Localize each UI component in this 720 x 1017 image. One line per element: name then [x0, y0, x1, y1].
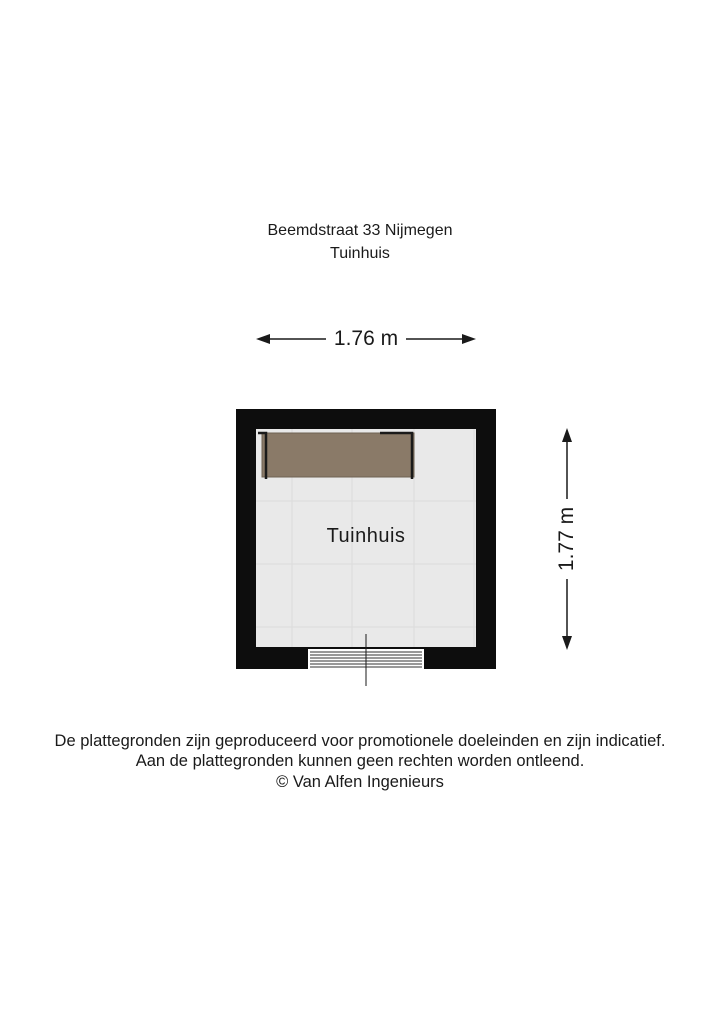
disclaimer-line-1: De plattegronden zijn geproduceerd voor promotionele doeleinden en zijn indicatief. [54, 732, 666, 750]
floor-plan-drawing [236, 409, 496, 694]
width-dimension-label: 1.76 m [326, 326, 406, 352]
disclaimer-line-2: Aan de plattegronden kunnen geen rechten worden ontleend. [135, 752, 585, 770]
copyright-line: © Van Alfen Ingenieurs [276, 773, 444, 791]
plan-floor-name: Tuinhuis [330, 245, 390, 262]
depth-dimension [554, 428, 580, 650]
shelf [262, 433, 414, 477]
width-dimension [256, 326, 476, 352]
room-label-tuinhuis: Tuinhuis [326, 525, 406, 547]
plan-address: Beemdstraat 33 Nijmegen [267, 222, 453, 239]
depth-dimension-label: 1.77 m [554, 499, 580, 579]
